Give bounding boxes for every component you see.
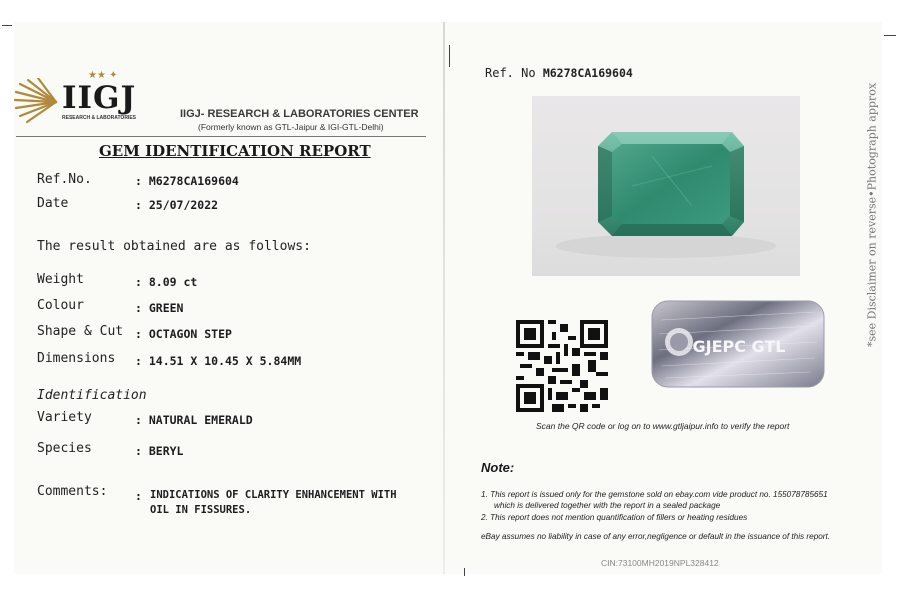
- cin-number: CIN:73100MH2019NPL328412: [601, 558, 719, 568]
- colour-value: : GREEN: [135, 301, 184, 315]
- shape-label: Shape & Cut: [37, 324, 124, 339]
- dimensions-value: : 14.51 X 10.45 X 5.84MM: [135, 354, 302, 368]
- verification-qr-code[interactable]: [516, 320, 608, 412]
- colour-label: Colour: [37, 298, 84, 313]
- logo-burst-icon: [14, 78, 62, 124]
- lab-former-name: (Formerly known as GTL-Jaipur & IGI-GTL-Delhi): [198, 122, 384, 132]
- note-3: eBay assumes no liability in case of any error,negligence or default in the issuance of this report.: [481, 532, 831, 541]
- ref-label: Ref.No.: [37, 172, 92, 187]
- comments-line-2: OIL IN FISSURES.: [150, 504, 252, 516]
- note-title: Note:: [481, 460, 515, 475]
- hologram-icon: [651, 300, 825, 388]
- edge-mark: [449, 45, 450, 67]
- hologram-seal: [651, 300, 825, 388]
- result-intro: The result obtained are as follows:: [37, 239, 311, 254]
- hologram-text: GJEPC GTL: [692, 337, 786, 356]
- ref-value: : M6278CA169604: [135, 174, 239, 188]
- comments-colon: :: [135, 489, 142, 503]
- logo-text: IIGJ: [62, 80, 137, 116]
- right-ref: [485, 66, 633, 80]
- side-disclaimer: *see Disclaimer on reverse•Photograph approx: [865, 82, 879, 348]
- date-label: Date: [37, 196, 69, 211]
- right-ref-label: Ref. No: [485, 66, 536, 80]
- logo-stars: ★★ ✦: [88, 70, 118, 81]
- dimensions-label: Dimensions: [37, 351, 116, 366]
- logo-subtitle: RESEARCH & LABORATORIES: [62, 115, 136, 121]
- weight-value: : 8.09 ct: [135, 275, 198, 289]
- note-1a: 1. This report is issued only for the gemstone sold on ebay.com vide product no. 155078785651: [481, 490, 828, 499]
- shape-value: : OCTAGON STEP: [135, 327, 232, 341]
- edge-mark: [2, 25, 12, 26]
- gemstone-photo: [532, 96, 800, 276]
- note-1b: which is delivered together with the report in a sealed package: [494, 501, 721, 510]
- header-rule: [16, 136, 426, 137]
- lab-name: IIGJ- RESEARCH & LABORATORIES CENTER: [180, 108, 419, 120]
- species-label: Species: [37, 441, 92, 456]
- variety-value: : NATURAL EMERALD: [135, 413, 253, 427]
- right-ref-value: M6278CA169604: [542, 66, 633, 80]
- qr-caption: Scan the QR code or log on to www.gtljaipur.info to verify the report: [536, 421, 790, 431]
- qr-code-icon: [516, 320, 608, 412]
- page-fold: [443, 22, 445, 574]
- variety-label: Variety: [37, 410, 92, 425]
- identification-heading: Identification: [37, 388, 147, 403]
- edge-mark: [884, 35, 896, 36]
- comments-line-1: INDICATIONS OF CLARITY ENHANCEMENT WITH: [150, 489, 397, 501]
- lab-logo: [14, 68, 164, 130]
- weight-label: Weight: [37, 272, 84, 287]
- date-value: : 25/07/2022: [135, 198, 219, 212]
- edge-mark: [464, 568, 465, 576]
- emerald-gem-icon: [532, 96, 800, 276]
- comments-label: Comments:: [37, 484, 108, 499]
- species-value: : BERYL: [135, 444, 184, 458]
- report-title: GEM IDENTIFICATION REPORT: [99, 142, 371, 160]
- note-2: 2. This report does not mention quantification of fillers or heating residues: [481, 513, 748, 522]
